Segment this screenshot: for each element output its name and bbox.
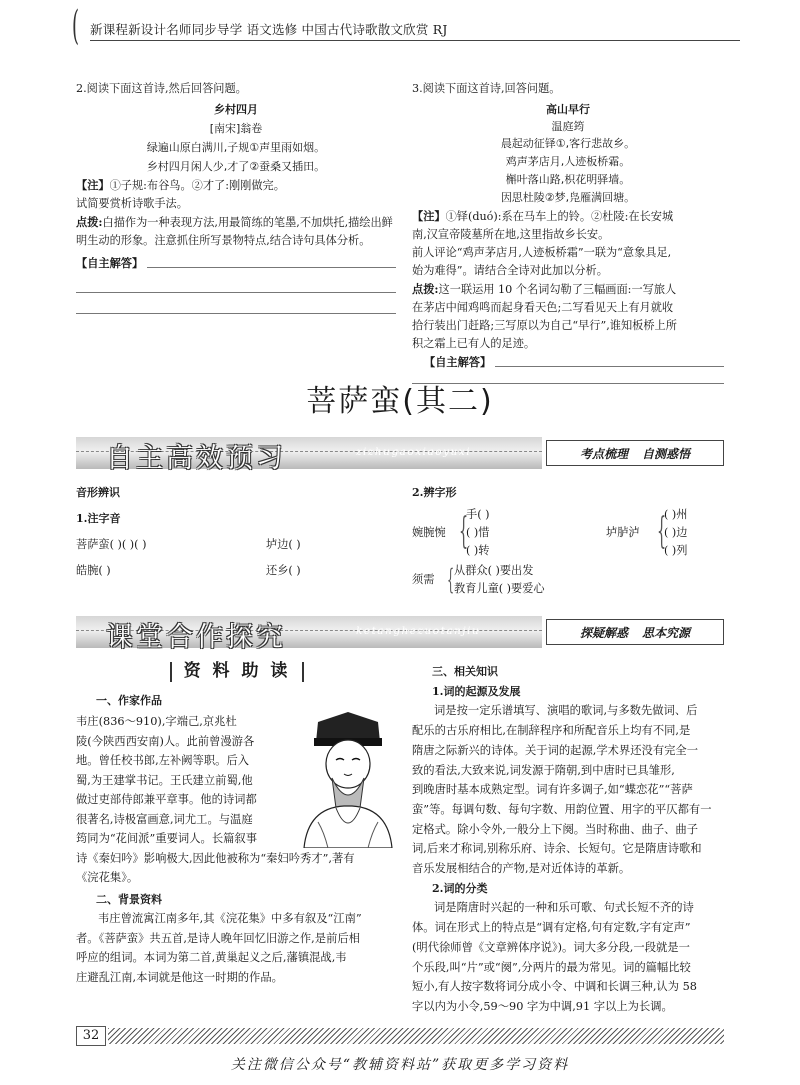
page-number: 32 <box>76 1026 106 1046</box>
q2-hint: 白描作为一种表现方法,用最简练的笔墨,不加烘托,描绘出鲜明生动的形象。注意抓住所写景物特点,结合诗句具体分析。 <box>76 216 393 247</box>
q3-poem-author: 温庭筠 <box>551 120 585 133</box>
knowledge-line: 致的看法,大致来说,词发源于隋朝,到中唐时已具雏形, <box>412 763 675 777</box>
char-blank[interactable]: 从群众( )要出发 <box>454 564 534 577</box>
bio-line: 陵(今陕西西安南)人。此前曾漫游各 <box>76 734 255 748</box>
q3-question: 前人评论“鸡声茅店月,人迹板桥霜”一联为“意象具足, <box>412 246 672 259</box>
q3-hint: 拾行装出门赶路;三写原以为自己“早行”,谁知板桥上所 <box>412 319 677 332</box>
header-text: 新课程新设计名师同步导学 语文选修 中国古代诗歌散文欣赏 RJ <box>90 22 448 37</box>
background-line: 呼应的组词。本词为第二首,黄巢起义之后,藩镇混战,韦 <box>76 951 347 964</box>
q2-prompt: 2.阅读下面这首诗,然后回答问题。 <box>76 82 247 95</box>
knowledge-line: 短小,有人按字数将词分成小令、中调和长调三种,认为 58 <box>412 980 697 994</box>
q3-poem-line: 晨起动征铎①,客行悲故乡。 <box>500 137 636 150</box>
knowledge-line: 隋唐之际新兴的诗体。关于词的起源,学术界还没有完全一 <box>412 743 699 757</box>
q2-answer-line[interactable] <box>76 292 396 293</box>
knowledge-line: 字以内为小令,59～90 字为中调,91 字以上为长调。 <box>412 999 673 1013</box>
band-tag: 思本究源 <box>642 625 691 640</box>
band-tag: 考点梳理 <box>579 446 628 461</box>
q3-hint: 积之霜上已有人的足迹。 <box>412 337 536 350</box>
char-blank[interactable]: ( )惜 <box>466 526 490 539</box>
knowledge-line: 词是按一定乐谱填写、演唱的歌词,与多数先做词、后 <box>434 704 698 718</box>
knowledge-line: 到晚唐时基本成熟定型。词有许多调子,如“蝶恋花”“菩萨 <box>412 783 693 797</box>
related-knowledge <box>412 662 726 1017</box>
q3-hint: 在茅店中闻鸡鸣而起身看天色;二写看见天上有月就收 <box>412 301 674 314</box>
background-line: 韦庄曾流寓江南多年,其《浣花集》中多有叙及“江南” <box>98 912 362 925</box>
char-blank[interactable]: ( )转 <box>466 544 490 557</box>
char-blank[interactable]: ( )列 <box>664 544 688 557</box>
reading-material <box>76 662 398 987</box>
question-2 <box>76 80 396 314</box>
footer-note: 关注微信公众号“教辅资料站”获取更多学习资料 <box>230 1057 570 1073</box>
char-blank[interactable]: ( )边 <box>664 526 688 539</box>
pinyin-blank[interactable]: ( ) <box>288 564 301 577</box>
band-tag: 自测惑悟 <box>642 446 691 461</box>
bio-line: 诗《秦妇吟》影响极大,因此他被称为“秦妇吟秀才”,著有 <box>76 851 355 865</box>
portrait-image <box>298 712 398 848</box>
q2-answer-line[interactable] <box>147 267 396 268</box>
q2-question: 试简要赏析诗歌手法。 <box>76 197 188 210</box>
q2-poem-line: 乡村四月闲人少,才了②蚕桑又插田。 <box>146 160 326 173</box>
preview-right: 2.辨字形 婉腕惋 { 手( ) ( )惜 ( )转 垆胪泸 { ( )州 ( )边 ( )列 须需 { 从群众( )要出发 教育儿童( )要爱心 <box>412 484 724 598</box>
q2-poem-line: 绿遍山原白满川,子规①声里雨如烟。 <box>146 141 326 154</box>
bio-line: 做过吏部侍郎兼平章事。他的诗词都 <box>76 793 257 806</box>
q2-answer-line[interactable] <box>76 313 396 314</box>
background-line: 者。《菩萨蛮》共五首,是诗人晚年回忆旧游之作,是前后相 <box>76 931 360 945</box>
q2-note-label: 【注】 <box>76 178 110 192</box>
bio-line: 筠同为“花间派”重要词人。长篇叙事 <box>76 832 258 845</box>
band-title: 自主高效预习 <box>106 443 286 474</box>
preview-subheading: 1.注字音 <box>76 512 121 525</box>
char-group: 垆胪泸 <box>606 526 640 539</box>
band-pinyin: zizhugaoxiaoyuxi <box>356 446 472 458</box>
background-line: 庄避乱江南,本词就是他这一时期的作品。 <box>76 970 283 984</box>
char-blank[interactable]: ( )州 <box>664 508 688 521</box>
knowledge-line: 体。词在形式上的特点是“调有定格,句有定数,字有定声” <box>412 921 691 935</box>
section-heading: 一、作家作品 <box>96 693 162 707</box>
q3-prompt: 3.阅读下面这首诗,回答问题。 <box>412 82 561 95</box>
pinyin-word: 垆边 <box>266 538 289 551</box>
portrait-svg <box>298 712 398 848</box>
pinyin-blank[interactable]: ( )( )( ) <box>109 538 147 551</box>
q2-hint-label: 点拨: <box>76 215 103 229</box>
q3-hint-label: 点拨: <box>412 282 439 296</box>
q3-note: 南,汉宣帝陵墓所在地,这里指故乡长安。 <box>412 228 610 241</box>
knowledge-line: 个乐段,叫“片”或“阕”,分两片的最为常见。词的篇幅比较 <box>412 960 691 974</box>
band-tag: 探疑解惑 <box>579 625 628 640</box>
q3-answer-label: 【自主解答】 <box>424 355 492 369</box>
knowledge-line: 音乐发展相结合的产物,是对近体诗的革新。 <box>412 862 631 876</box>
running-header <box>72 3 772 49</box>
question-3 <box>412 80 724 384</box>
q3-answer-line[interactable] <box>495 366 724 367</box>
band-tags <box>546 619 724 645</box>
pinyin-blank[interactable]: ( ) <box>288 538 301 551</box>
char-blank[interactable]: 手( ) <box>466 508 490 521</box>
q2-note: ①子规:布谷鸟。②才了:刚刚做完。 <box>109 179 285 192</box>
header-rule <box>90 40 740 41</box>
bio-line <box>76 712 298 732</box>
bio-line: 《浣花集》。 <box>76 871 139 884</box>
header-brace: ( <box>72 3 80 49</box>
page-number-dots <box>108 1028 724 1044</box>
preview-left <box>76 484 396 580</box>
subsection-heading: 1.词的起源及发展 <box>432 684 521 698</box>
knowledge-line: 蛮”等。每调句数、每句字数、用韵位置、用字的平仄都有一 <box>412 802 712 816</box>
band-tags <box>546 440 724 466</box>
preview-subheading: 2.辨字形 <box>412 486 457 499</box>
subsection-heading: 2.词的分类 <box>432 881 488 895</box>
q2-poem-title: 乡村四月 <box>214 103 258 116</box>
bio-line: 蜀,为王建掌书记。王氏建立前蜀,他 <box>76 773 253 787</box>
section-band-explore <box>76 616 724 653</box>
knowledge-line: 配乐的古乐府相比,在制辞程序和所配音乐上均有不同,是 <box>412 724 691 738</box>
q3-poem-line: 因思杜陵②梦,凫雁满回塘。 <box>500 191 636 204</box>
section-heading: 二、背景资料 <box>96 892 162 906</box>
knowledge-line: 词,后来才称词,别称乐府、诗余、长短句。它是隋唐诗歌和 <box>412 842 702 856</box>
preview-heading: 音形辨识 <box>76 486 120 499</box>
pinyin-word: 还乡 <box>266 564 289 577</box>
band-pinyin: ketanghezuotanjiu <box>356 625 481 637</box>
section-band-preview <box>76 437 724 474</box>
bio-line: 很著名,诗极富画意,词尤工。与温庭 <box>76 812 253 826</box>
q3-poem-title: 高山早行 <box>546 103 590 116</box>
bio-line: 地。曾任校书郎,左补阙等职。后入 <box>76 754 250 767</box>
char-group: 婉腕惋 <box>412 526 446 539</box>
q3-hint: 这一联运用 10 个名词勾勒了三幅画面:一写旅人 <box>438 283 677 296</box>
band-title: 课堂合作探究 <box>106 622 286 653</box>
knowledge-line: 词是隋唐时兴起的一种和乐可歌、句式长短不齐的诗 <box>434 901 694 915</box>
q3-question: 始为难得”。请结合全诗对此加以分析。 <box>412 264 608 277</box>
knowledge-line: 定格式。除小令外,一般分上下阕。当时称曲、曲子、曲子 <box>412 822 699 836</box>
pinyin-blank[interactable]: ( ) <box>98 564 111 577</box>
lesson-title: 菩萨蛮(其二) <box>306 384 494 419</box>
q3-note: ①铎(duó):系在马车上的铃。②杜陵:在长安城 <box>445 210 674 223</box>
q3-note-label: 【注】 <box>412 209 446 223</box>
q3-poem-line: 槲叶落山路,枳花明驿墙。 <box>505 173 631 186</box>
knowledge-line: (明代徐师曾《文章辨体序说》)。词大多分段,一段就是一 <box>412 940 690 954</box>
section-heading: 三、相关知识 <box>432 665 498 678</box>
pinyin-word: 菩萨蛮 <box>76 538 110 551</box>
q3-poem-line: 鸡声茅店月,人迹板桥霜。 <box>505 155 631 168</box>
q2-poem-author: [南宋]翁卷 <box>209 122 263 135</box>
pinyin-word: 皓腕 <box>76 564 99 577</box>
char-blank[interactable]: 教育儿童( )要爱心 <box>454 582 545 595</box>
char-group: 须需 <box>412 573 435 586</box>
reading-material-title: 资 料 助 读 <box>170 662 305 682</box>
bio-text: 韦庄(836～910),字端己,京兆杜 <box>76 715 237 728</box>
q2-answer-label: 【自主解答】 <box>76 256 144 270</box>
